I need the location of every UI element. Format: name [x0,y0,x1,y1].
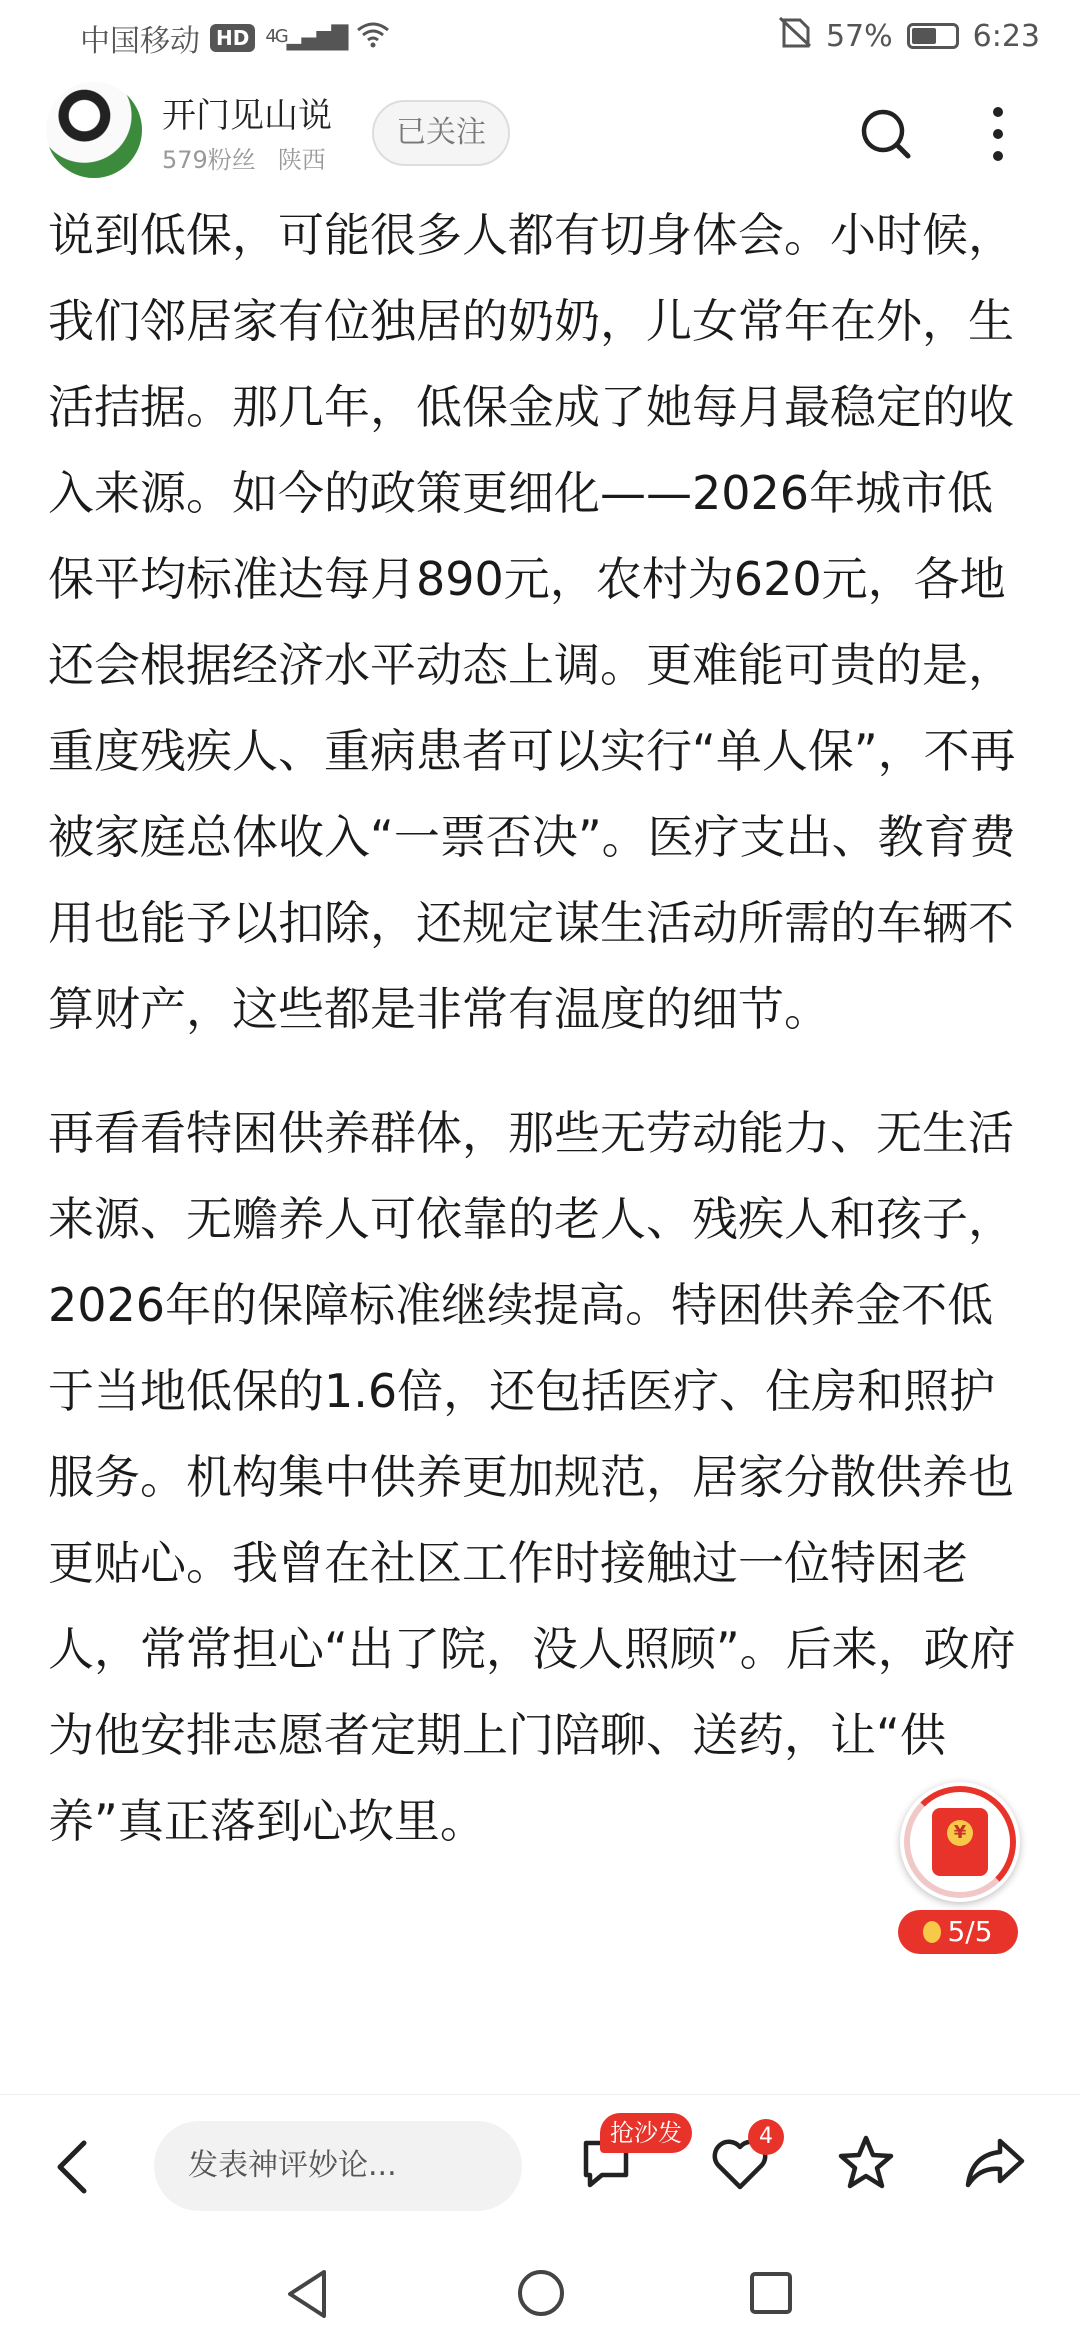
nav-back-icon[interactable] [284,2268,332,2320]
sofa-badge: 抢沙发 [600,2113,692,2153]
like-count-badge: 4 [748,2119,784,2155]
author-location: 陕西 [277,146,326,174]
red-packet-progress-label: 5/5 [947,1915,993,1948]
comment-input[interactable]: 发表神评妙论... [154,2121,522,2211]
author-meta [162,140,348,175]
article-header [0,80,1080,190]
network-label: 4G [265,25,287,47]
back-arrow-icon[interactable] [52,2137,92,2197]
hd-icon: HD [210,24,255,52]
nav-home-icon[interactable] [516,2268,566,2318]
article-body [48,192,1038,1864]
battery-percent: 57% [825,18,893,54]
red-packet-button[interactable] [900,1782,1020,1902]
wifi-icon [356,20,390,56]
author-name[interactable]: 开门见山说 [162,96,332,136]
follower-count: 579粉丝 [162,146,256,174]
follow-button[interactable]: 已关注 [372,100,510,166]
star-icon[interactable] [836,2133,896,2193]
share-icon[interactable] [964,2135,1026,2191]
status-bar [0,0,1080,72]
carrier-label: 中国移动 [80,24,200,59]
article-paragraph-2: 再看看特困供养群体，那些无劳动能力、无生活来源、无赡养人可依靠的老人、残疾人和孩子，2026年的保障标准继续提高。特困供养金不低于当地低保的1.6倍，还包括医疗、住房和照护服务。机构集中供养更加规范，居家分散供养也更贴心。我曾在社区工作时接触过一位特困老人，常常担心“出了院，没人照顾”。后来，政府为他安排志愿者定期上门陪聊、送药，让“供养”真正落到心坎里。 [48,1106,1016,1848]
red-packet-progress[interactable] [898,1910,1018,1954]
more-vertical-icon[interactable] [978,104,1018,164]
gold-coin-icon [923,1921,941,1943]
bottom-action-bar [0,2094,1080,2245]
nav-recent-apps-icon[interactable] [748,2270,794,2316]
clock: 6:23 [972,18,1040,54]
search-icon[interactable] [858,106,912,160]
system-nav-bar [0,2244,1080,2340]
no-sim-icon [778,16,812,56]
signal-icon: $^{4G}$▂▄▆█ [265,25,347,51]
status-left [80,16,390,60]
battery-icon [907,23,959,49]
battery-fill [912,28,936,44]
coin-icon: ¥ [947,1820,973,1846]
author-avatar[interactable] [46,82,142,178]
article-paragraph-1: 说到低保，可能很多人都有切身体会。小时候，我们邻居家有位独居的奶奶，儿女常年在外，生活拮据。那几年，低保金成了她每月最稳定的收入来源。如今的政策更细化——2026年城市低保平均标准达每月890元，农村为620元，各地还会根据经济水平动态上调。更难能可贵的是，重度残疾人、重病患者可以实行“单人保”，不再被家庭总体收入“一票否决”。医疗支出、教育费用也能予以扣除，还规定谋生活动所需的车辆不算财产，这些都是非常有温度的细节。 [48,208,1016,1036]
status-right [778,16,1040,56]
